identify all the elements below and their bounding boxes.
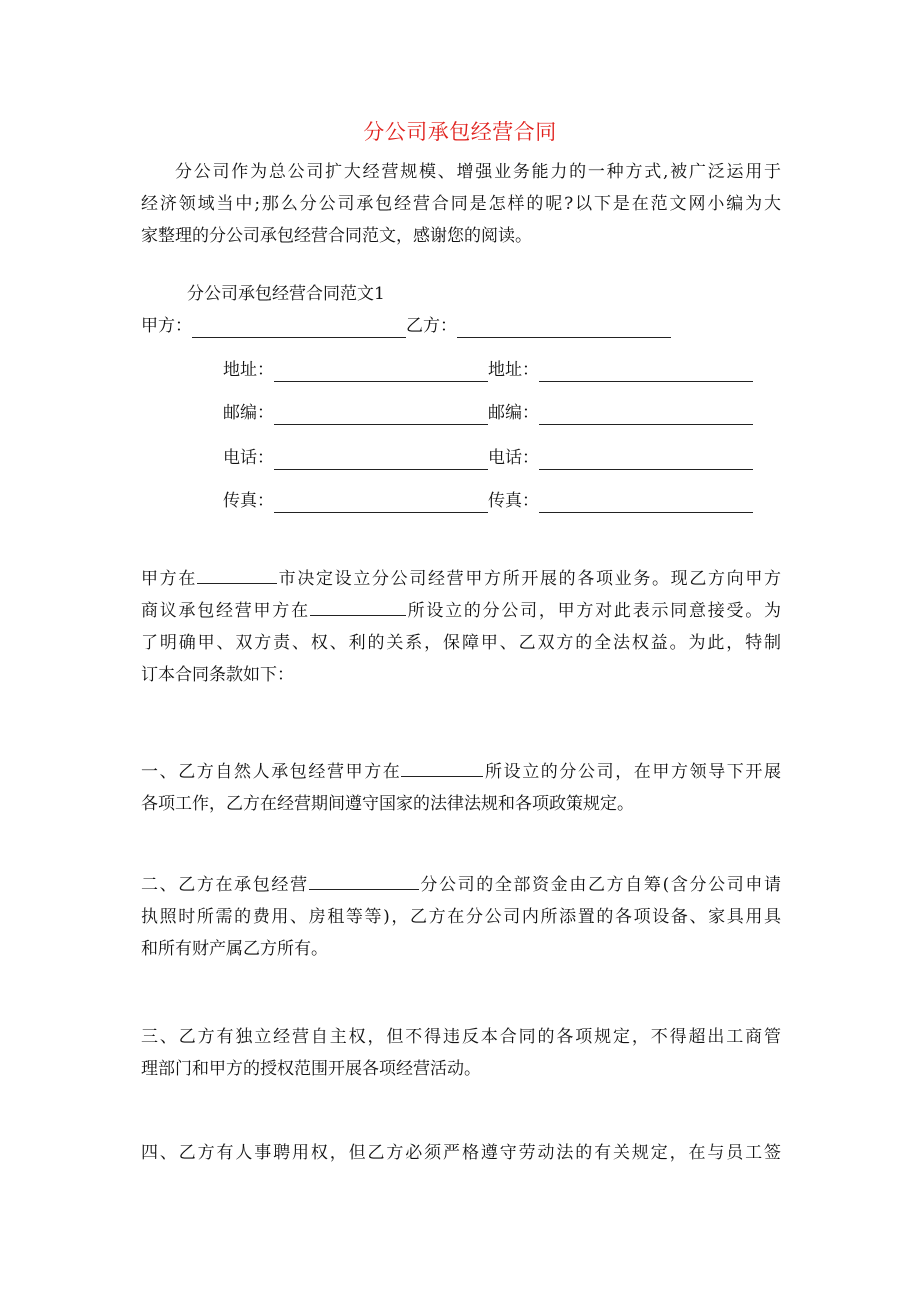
party-a-phone-blank xyxy=(274,451,488,470)
intro-paragraph xyxy=(141,156,781,252)
party-a-blank xyxy=(192,319,406,338)
clause-4-line-1: 四、乙方有人事聘用权，但乙方必须严格遵守劳动法的有关规定，在与员工签 xyxy=(141,1143,781,1163)
clause-2-line-2: 执照时所需的费用、房租等等)，乙方在分公司内所添置的各项设备、家具用具 xyxy=(141,907,781,927)
party-a-postcode-label: 邮编： xyxy=(223,403,274,423)
clause-text: 二、乙方在承包经营 xyxy=(141,875,309,895)
preamble-line-1 xyxy=(141,563,781,595)
postcode-row xyxy=(223,401,753,425)
preamble-line-2 xyxy=(141,595,781,627)
preamble-text: 商议承包经营甲方在 xyxy=(141,601,310,621)
preamble-paragraph xyxy=(141,563,781,691)
location-blank xyxy=(310,597,406,616)
city-blank xyxy=(197,565,277,584)
clause-2-blank xyxy=(309,871,419,890)
clause-2 xyxy=(141,869,781,965)
preamble-line-3: 了明确甲、双方责、权、利的关系，保障甲、乙双方的全法权益。为此，特制 xyxy=(141,633,781,653)
fax-row xyxy=(223,489,753,513)
clause-text: 一、乙方自然人承包经营甲方在 xyxy=(141,762,402,782)
party-b-phone-label: 电话： xyxy=(488,448,539,468)
clause-3 xyxy=(141,1021,781,1085)
address-row xyxy=(223,358,753,382)
party-a-label: 甲方： xyxy=(141,316,192,336)
clause-1-line-1 xyxy=(141,756,781,788)
sample-heading: 分公司承包经营合同范文1 xyxy=(187,284,385,304)
intro-line-3: 家整理的分公司承包经营合同范文，感谢您的阅读。 xyxy=(141,226,532,246)
party-a-fax-label: 传真： xyxy=(223,491,274,511)
clause-1 xyxy=(141,756,781,820)
party-a-postcode-blank xyxy=(274,406,488,425)
clause-4 xyxy=(141,1137,781,1169)
party-b-phone-blank xyxy=(539,451,753,470)
party-b-address-blank xyxy=(539,363,753,382)
document-title: 分公司承包经营合同 xyxy=(363,120,557,144)
phone-row xyxy=(223,446,753,470)
party-a-phone-label: 电话： xyxy=(223,448,274,468)
preamble-text: 甲方在 xyxy=(141,569,197,589)
intro-line-1: 分公司作为总公司扩大经营规模、增强业务能力的一种方式,被广泛运用于 xyxy=(175,162,781,182)
preamble-line-4: 订本合同条款如下： xyxy=(141,665,294,685)
party-b-postcode-blank xyxy=(539,406,753,425)
party-b-fax-blank xyxy=(539,494,753,513)
clause-text: 所设立的分公司，在甲方领导下开展 xyxy=(483,762,781,782)
preamble-text: 所设立的分公司，甲方对此表示同意接受。为 xyxy=(405,601,781,621)
party-b-blank xyxy=(457,319,671,338)
preamble-text: 市决定设立分公司经营甲方所开展的各项业务。现乙方向甲方 xyxy=(277,569,781,589)
clause-text: 分公司的全部资金由乙方自筹(含分公司申请 xyxy=(418,875,781,895)
party-row xyxy=(141,314,671,338)
clause-1-blank xyxy=(401,758,483,777)
party-a-fax-blank xyxy=(274,494,488,513)
intro-line-2: 经济领域当中;那么分公司承包经营合同是怎样的呢?以下是在范文网小编为大 xyxy=(141,194,781,214)
party-b-postcode-label: 邮编： xyxy=(488,403,539,423)
clause-2-line-1 xyxy=(141,869,781,901)
party-a-address-label: 地址： xyxy=(223,360,274,380)
clause-2-line-3: 和所有财产属乙方所有。 xyxy=(141,939,328,959)
party-a-address-blank xyxy=(274,363,488,382)
party-b-fax-label: 传真： xyxy=(488,491,539,511)
clause-1-line-2: 各项工作，乙方在经营期间遵守国家的法律法规和各项政策规定。 xyxy=(141,794,634,814)
clause-3-line-2: 理部门和甲方的授权范围开展各项经营活动。 xyxy=(141,1059,481,1079)
clause-3-line-1: 三、乙方有独立经营自主权，但不得违反本合同的各项规定，不得超出工商管 xyxy=(141,1027,781,1047)
party-b-label: 乙方： xyxy=(406,316,457,336)
party-b-address-label: 地址： xyxy=(488,360,539,380)
